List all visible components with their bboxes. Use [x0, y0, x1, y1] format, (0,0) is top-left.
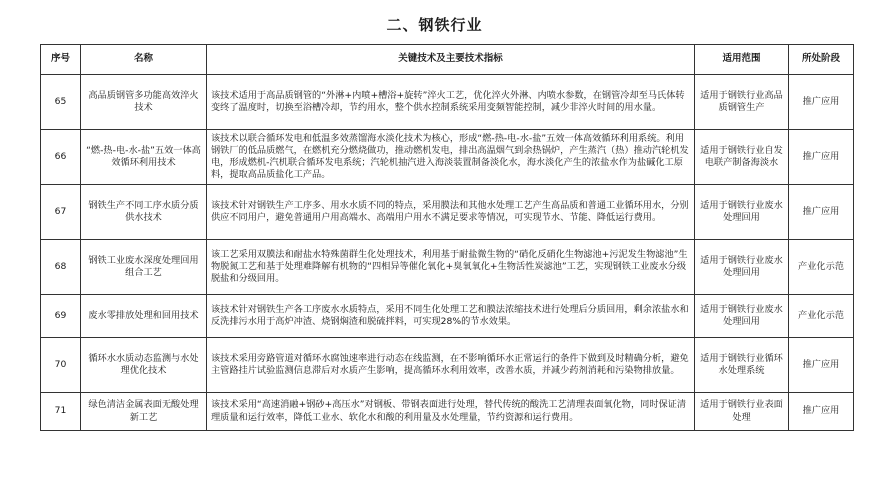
header-scope: 适用范围: [695, 45, 789, 75]
header-seq: 序号: [41, 45, 81, 75]
table-row: [41, 185, 854, 240]
row-name: 废水零排放处理和回用技术: [81, 295, 207, 338]
row-name: 钢铁工业废水深度处理回用组合工艺: [81, 240, 207, 295]
row-scope: 适用于钢铁行业废水处理回用: [695, 295, 789, 338]
row-scope: 适用于钢铁行业表面处理: [695, 393, 789, 431]
row-description: 该技术适用于高品质钢管的“外淋+内喷+槽浴+旋转”淬火工艺，优化淬火外淋、内喷水参数，在钢管冷却至马氏体转变终了温度时，切换至浴槽冷却，节约用水，整个供水控制系统采用变频智能控制，减少非淬火时间的用水量。: [207, 75, 695, 130]
row-description: 该技术针对钢铁生产工序多、用水水质不同的特点，采用膜法和其他水处理工艺产生高品质和普通工业循环用水，分别供应不同用户，避免普通用户用高端水、高端用户用水不满足要求等情况，可实现节水、节能、降低运行费用。: [207, 185, 695, 240]
row-name: 绿色清洁金属表面无酸处理新工艺: [81, 393, 207, 431]
row-name: 高品质钢管多功能高效淬火技术: [81, 75, 207, 130]
row-stage: 产业化示范: [789, 295, 854, 338]
row-seq: 71: [41, 393, 81, 431]
row-scope: 适用于钢铁行业循环水处理系统: [695, 338, 789, 393]
table-row: [41, 338, 854, 393]
table-row: [41, 130, 854, 185]
page-title: 二、钢铁行业: [386, 16, 483, 34]
row-description: 该工艺采用双膜法和耐盐水特殊菌群生化处理技术，利用基于耐盐微生物的“硝化反硝化生物滤池+污泥发生物滤池”生物脱氮工艺和基于处理难降解有机物的“四相异等催化氧化+臭氧氧化+生物活性炭滤池”工艺，实现钢铁工业废水分级脱盐和分级回用。: [207, 240, 695, 295]
row-seq: 67: [41, 185, 81, 240]
row-name: 钢铁生产不同工序水质分质供水技术: [81, 185, 207, 240]
row-stage: 推广应用: [789, 185, 854, 240]
row-seq: 69: [41, 295, 81, 338]
row-stage: 推广应用: [789, 75, 854, 130]
row-description: 该技术采用旁路管道对循环水腐蚀速率进行动态在线监测，在不影响循环水正常运行的条件下做到及时精确分析，避免主管路挂片试验监测信息滞后对水质产生影响，提高循环水利用效率，改善水质，并减少药剂消耗和污染物排放量。: [207, 338, 695, 393]
row-stage: 产业化示范: [789, 240, 854, 295]
table-row: [41, 393, 854, 431]
header-stage: 所处阶段: [789, 45, 854, 75]
row-stage: 推广应用: [789, 393, 854, 431]
row-scope: 适用于钢铁行业自发电联产制备海淡水: [695, 130, 789, 185]
row-seq: 68: [41, 240, 81, 295]
row-stage: 推广应用: [789, 130, 854, 185]
row-scope: 适用于钢铁行业废水处理回用: [695, 185, 789, 240]
row-description: 该技术以联合循环发电和低温多效蒸馏海水淡化技术为核心，形成“燃-热-电-水-盐”五效一体高效循环利用系统。利用钢铁厂的低品质燃气，在燃机充分燃烧做功，推动燃机发电，排出高温烟气到余热锅炉，产生蒸汽（热）推动汽轮机发电，形成燃机-汽机联合循环发电系统；汽轮机抽汽进入海淡装置制备淡化水，海水淡化产生的浓盐水作为盐碱化工原料，提取高品质盐化工产品。: [207, 130, 695, 185]
row-name: “燃-热-电-水-盐”五效一体高效循环利用技术: [81, 130, 207, 185]
row-name: 循环水水质动态监测与水处理优化技术: [81, 338, 207, 393]
row-scope: 适用于钢铁行业废水处理回用: [695, 240, 789, 295]
table-header-row: [41, 45, 854, 75]
row-seq: 65: [41, 75, 81, 130]
header-name: 名称: [81, 45, 207, 75]
row-seq: 66: [41, 130, 81, 185]
technology-table: [40, 44, 854, 431]
row-description: 该技术采用“高速消融+钢砂+高压水”对钢板、带钢表面进行处理，替代传统的酸洗工艺清理表面氧化物，同时保证清理质量和运行效率，降低工业水、软化水和酸的利用量及水处理量，节约资源和运行费用。: [207, 393, 695, 431]
table-row: [41, 75, 854, 130]
row-scope: 适用于钢铁行业高品质钢管生产: [695, 75, 789, 130]
table-row: [41, 295, 854, 338]
row-description: 该技术针对钢铁生产各工序废水水质特点，采用不同生化处理工艺和膜法浓缩技术进行处理后分质回用，剩余浓盐水和反洗排污水用于高炉冲渣、烧钢焖渣和脱硫拌料，可实现28%的节水效果。: [207, 295, 695, 338]
row-seq: 70: [41, 338, 81, 393]
header-description: 关键技术及主要技术指标: [207, 45, 695, 75]
row-stage: 推广应用: [789, 338, 854, 393]
table-row: [41, 240, 854, 295]
